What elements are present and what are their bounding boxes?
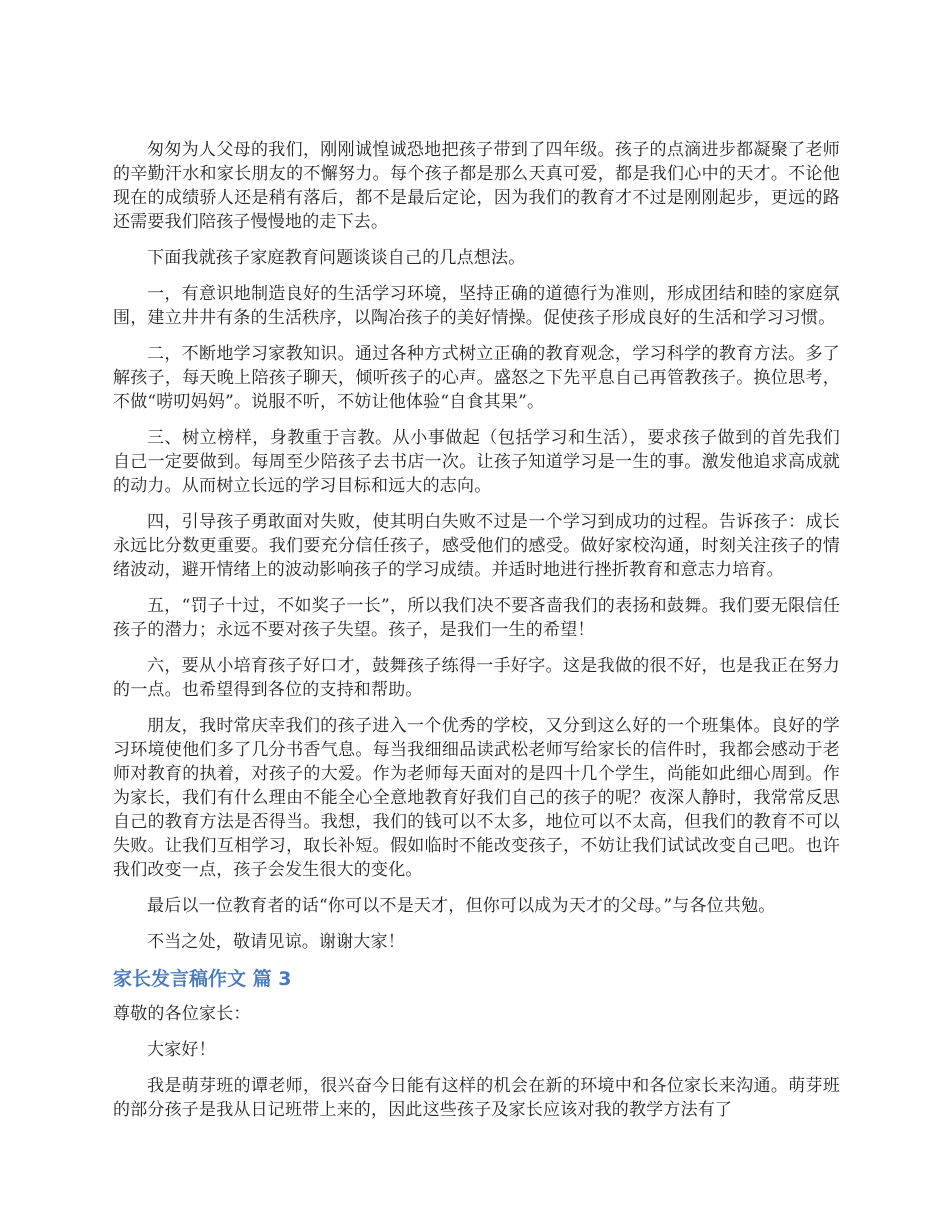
body-paragraph: 四，引导孩子勇敢面对失败，使其明白失败不过是一个学习到成功的过程。告诉孩子：成长永远比分数更重要。我们要充分信任孩子，感受他们的感受。做好家校沟通，时刻关注孩子的情绪波动，避开情绪上的波动影响孩子的学习成绩。并适时地进行挫折教育和意志力培育。 [113,512,840,580]
document-page [113,138,840,1134]
body-paragraph: 五，“罚子十过，不如奖子一长”，所以我们决不要吝啬我们的表扬和鼓舞。我们要无限信任孩子的潜力；永远不要对孩子失望。孩子，是我们一生的希望！ [113,596,840,640]
greeting: 大家好！ [147,1040,216,1060]
body-paragraph: 三、树立榜样，身教重于言教。从小事做起（包括学习和生活），要求孩子做到的首先我们自己一定要做到。每周至少陪孩子去书店一次。让孩子知道学习是一生的事。激发他追求高成就的动力。从而树立长远的学习目标和远大的志向。 [113,428,840,496]
body-paragraph: 六，要从小培育孩子好口才，鼓舞孩子练得一手好字。这是我做的很不好，也是我正在努力的一点。也希望得到各位的支持和帮助。 [113,656,840,700]
body-paragraph: 我是萌芽班的谭老师，很兴奋今日能有这样的机会在新的环境中和各位家长来沟通。萌芽班的部分孩子是我从日记班带上来的，因此这些孩子及家长应该对我的教学方法有了 [113,1076,840,1120]
body-paragraph: 一，有意识地制造良好的生活学习环境，坚持正确的道德行为准则，形成团结和睦的家庭氛围，建立井井有条的生活秩序，以陶冶孩子的美好情操。促使孩子形成良好的生活和学习习惯。 [113,284,840,328]
body-paragraph: 不当之处，敬请见谅。谢谢大家！ [147,932,405,952]
salutation: 尊敬的各位家长： [113,1004,251,1024]
body-paragraph: 朋友，我时常庆幸我们的孩子进入一个优秀的学校，又分到这么好的一个班集体。良好的学习环境使他们多了几分书香气息。每当我细细品读武松老师写给家长的信件时，我都会感动于老师对教育的执着，对孩子的大爱。作为老师每天面对的是四十几个学生，尚能如此细心周到。作为家长，我们有什么理由不能全心全意地教育好我们自己的孩子的呢？夜深人静时，我常常反思自己的教育方法是否得当。我想，我们的钱可以不太多，地位可以不太高，但我们的教育不可以失败。让我们互相学习，取长补短。假如临时不能改变孩子，不妨让我们试试改变自己吧。也许我们改变一点，孩子会发生很大的变化。 [113,716,840,880]
body-paragraph: 二，不断地学习家教知识。通过各种方式树立正确的教育观念，学习科学的教育方法。多了解孩子，每天晚上陪孩子聊天，倾听孩子的心声。盛怒之下先平息自己再管教孩子。换位思考，不做“唠叨妈妈”。说服不听，不妨让他体验“自食其果”。 [113,344,840,412]
body-paragraph: 最后以一位教育者的话“你可以不是天才，但你可以成为天才的父母。”与各位共勉。 [147,896,776,916]
body-paragraph: 匆匆为人父母的我们，刚刚诚惶诚恐地把孩子带到了四年级。孩子的点滴进步都凝聚了老师的辛勤汗水和家长朋友的不懈努力。每个孩子都是那么天真可爱，都是我们心中的天才。不论他现在的成绩骄人还是稍有落后，都不是最后定论，因为我们的教育才不过是刚刚起步，更远的路还需要我们陪孩子慢慢地的走下去。 [113,140,840,232]
body-paragraph: 下面我就孩子家庭教育问题谈谈自己的几点想法。 [147,248,526,268]
section-heading: 家长发言稿作文 篇 3 [113,968,292,990]
